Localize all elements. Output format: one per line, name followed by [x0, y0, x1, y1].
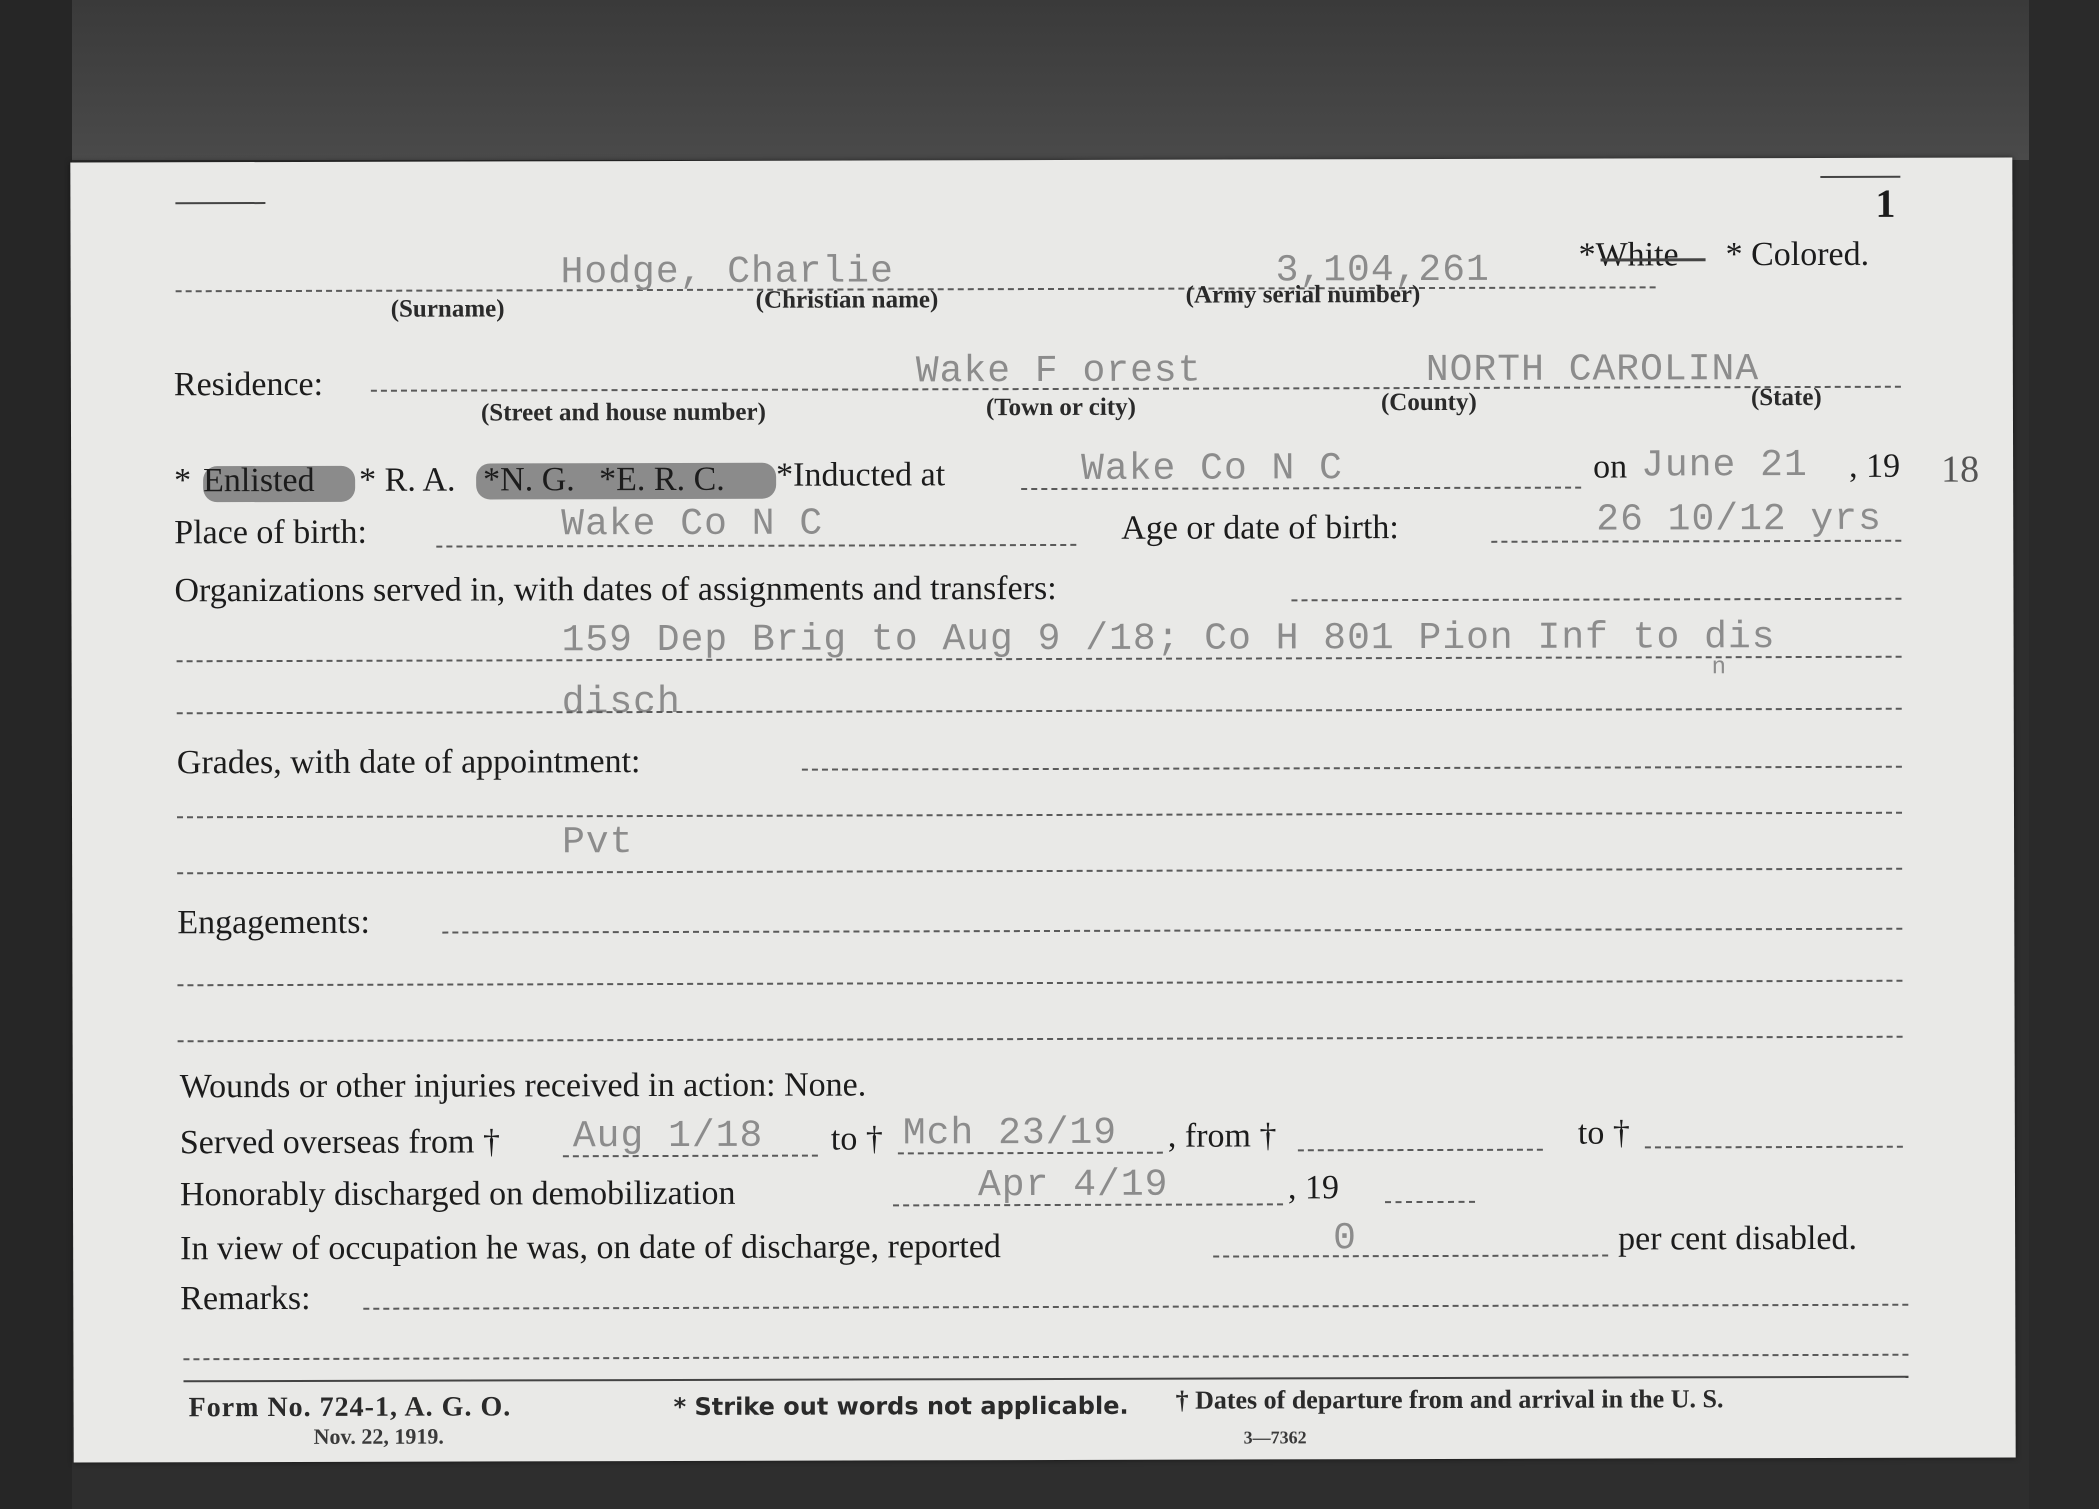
overseas-to2-label: to † — [1577, 1114, 1630, 1152]
enlisted-word: Enlisted — [203, 461, 315, 500]
overseas-to2-line — [1645, 1146, 1903, 1149]
age-label: Age or date of birth: — [1121, 509, 1399, 547]
residence-town-value: Wake F orest — [915, 349, 1202, 394]
scanner-backdrop-left — [0, 0, 72, 1509]
age-value: 26 10/12 yrs — [1596, 497, 1882, 542]
organizations-line-2 — [177, 708, 1902, 715]
residence-state-value: NORTH CAROLINA — [1425, 348, 1760, 392]
caption-street: (Street and house number) — [480, 398, 766, 427]
induction-date-value: June 21 — [1641, 443, 1808, 488]
footer-rule — [183, 1376, 1908, 1383]
grades-line-1 — [177, 812, 1902, 819]
enlist-ra: * R. A. — [359, 461, 456, 499]
race-colored-label: * Colored. — [1725, 235, 1870, 274]
wounds-label: Wounds or other injuries received in action: None. — [179, 1066, 867, 1106]
name-value: Hodge, Charlie — [560, 250, 894, 295]
page-number: 1 — [1875, 180, 1896, 226]
grades-label: Grades, with date of appointment: — [176, 743, 641, 782]
discharge-value: Apr 4/19 — [977, 1163, 1169, 1208]
overseas-to-value: Mch 23/19 — [902, 1111, 1118, 1156]
engagements-label: Engagements: — [177, 903, 370, 942]
caption-christian-name: (Christian name) — [755, 286, 939, 314]
enlist-ng: *N. G. — [483, 461, 575, 499]
organizations-line-1-value: 159 Dep Brig to Aug 9 /18; Co H 801 Pion Inf to dis — [561, 616, 1776, 663]
service-record-card — [70, 157, 2015, 1462]
overseas-from2-label: , from † — [1167, 1117, 1277, 1155]
birthplace-value: Wake Co N C — [561, 502, 824, 547]
organizations-line-0 — [1291, 598, 1901, 602]
scanner-backdrop-top — [0, 0, 2099, 160]
organizations-ditto-mark: n — [1711, 654, 1728, 682]
race-white-label: *White — [1578, 236, 1679, 274]
engagements-line-1 — [177, 980, 1902, 987]
overseas-from2-line — [1298, 1149, 1543, 1152]
caption-county: (County) — [1380, 388, 1477, 417]
remarks-label: Remarks: — [180, 1279, 311, 1318]
top-left-rule — [175, 202, 265, 204]
form-date: Nov. 22, 1919. — [313, 1423, 444, 1449]
caption-town: (Town or city) — [985, 393, 1136, 422]
grades-value: Pvt — [562, 821, 634, 865]
discharge-label: Honorably discharged on demobilization — [179, 1174, 736, 1214]
inducted-value: Wake Co N C — [1081, 447, 1344, 491]
disability-value: 0 — [1333, 1217, 1357, 1261]
caption-state: (State) — [1750, 383, 1822, 412]
enlist-star: * — [174, 462, 192, 500]
overseas-from-value: Aug 1/18 — [572, 1114, 764, 1159]
top-right-rule — [1820, 176, 1900, 178]
grades-line-0 — [802, 766, 1902, 771]
birthplace-label: Place of birth: — [174, 513, 367, 552]
overseas-to-label: to † — [830, 1120, 883, 1158]
induction-year-prefix: , 19 — [1849, 447, 1901, 485]
disability-label: In view of occupation he was, on date of discharge, reported — [180, 1228, 1001, 1268]
engagements-line-2 — [178, 1036, 1903, 1043]
enlist-erc: *E. R. C. — [599, 460, 725, 499]
overseas-label: Served overseas from † — [179, 1123, 500, 1162]
race-white-strikeout — [1601, 258, 1706, 261]
engagements-line-0 — [442, 928, 1902, 934]
strike-note: * Strike out words not applicable. — [673, 1391, 1129, 1421]
grades-line-2 — [177, 868, 1902, 875]
organizations-line-2-value: disch — [561, 680, 681, 725]
discharge-year-label: , 19 — [1287, 1169, 1340, 1207]
residence-label: Residence: — [173, 365, 324, 404]
scanner-backdrop-right — [2029, 0, 2099, 1509]
serial-value: 3,104,261 — [1275, 248, 1490, 293]
organizations-label: Organizations served in, with dates of assignments and transfers: — [174, 569, 1057, 610]
disability-line — [1213, 1255, 1608, 1258]
disability-suffix: per cent disabled. — [1618, 1219, 1858, 1258]
discharge-year-line — [1385, 1201, 1475, 1203]
caption-army-serial: (Army serial number) — [1185, 281, 1421, 309]
remarks-line-1 — [183, 1354, 1908, 1361]
print-code: 3—7362 — [1243, 1427, 1307, 1448]
inducted-label: *Inducted at — [776, 456, 946, 494]
induction-year-value: 18 — [1941, 448, 1980, 491]
on-label: on — [1593, 448, 1628, 486]
form-number: Form No. 724-1, A. G. O. — [188, 1391, 512, 1424]
caption-surname: (Surname) — [390, 295, 505, 323]
dates-note: † Dates of departure from and arrival in the U. S. — [1175, 1384, 1724, 1415]
remarks-line-0 — [363, 1304, 1908, 1310]
